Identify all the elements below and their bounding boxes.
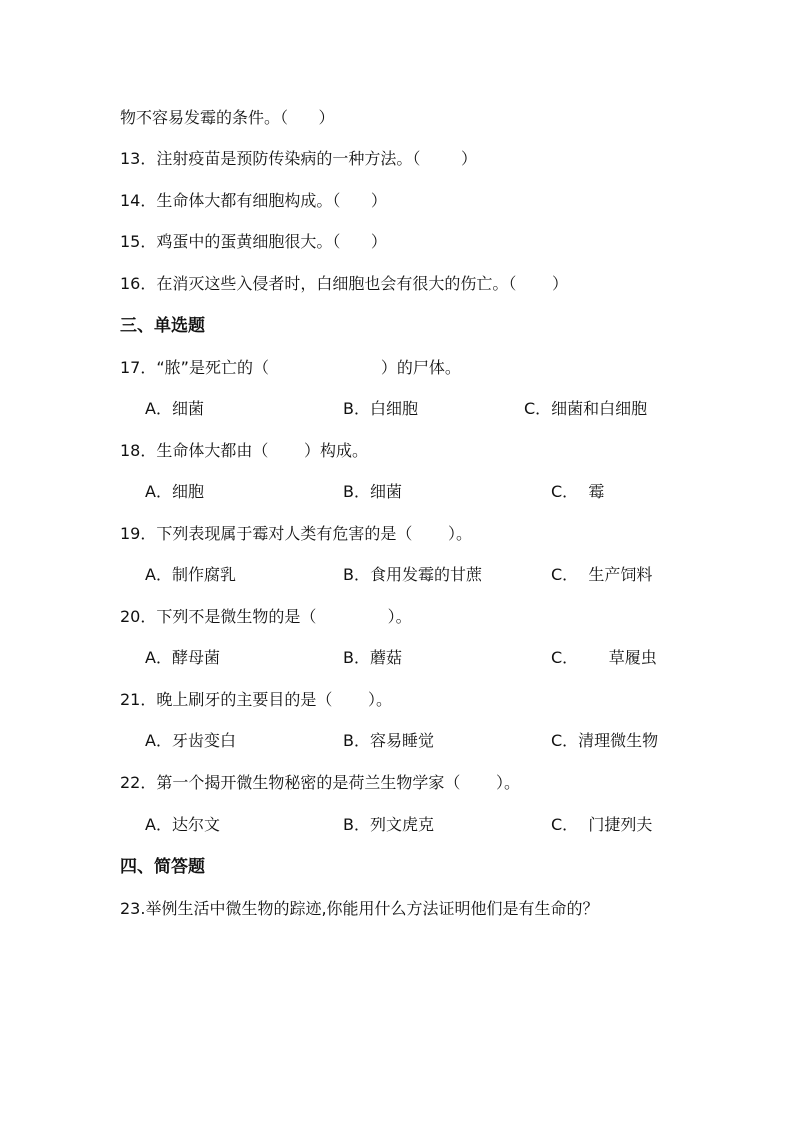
section-heading-short-answer: 四、简答题 — [120, 857, 205, 877]
question-20-options — [0, 647, 794, 669]
question-20: 20．下列不是微生物的是（ ）。 — [120, 607, 412, 626]
option-b: B．容易睡觉 — [343, 731, 434, 750]
question-22: 22．第一个揭开微生物秘密的是荷兰生物学家（ ）。 — [120, 773, 520, 792]
question-18-options — [0, 481, 794, 503]
question-17-options — [0, 398, 794, 420]
option-c: C． 草履虫 — [551, 648, 657, 667]
option-b: B．白细胞 — [343, 399, 418, 418]
option-c: C．细菌和白细胞 — [524, 399, 648, 418]
option-a: A．牙齿变白 — [145, 731, 236, 750]
question-23: 23.举例生活中微生物的踪迹,你能用什么方法证明他们是有生命的？ — [120, 899, 599, 918]
question-17: 17．“脓”是死亡的（ ）的尸体。 — [120, 358, 461, 377]
option-b: B．蘑菇 — [343, 648, 402, 667]
option-a: A．达尔文 — [145, 815, 220, 834]
option-c: C． 生产饲料 — [551, 565, 653, 584]
question-21-options — [0, 730, 794, 752]
option-a: A．细胞 — [145, 482, 204, 501]
option-c: C． 门捷列夫 — [551, 815, 653, 834]
question-12-continuation: 物不容易发霉的条件。（ ） — [120, 108, 335, 127]
option-c: C． 霉 — [551, 482, 605, 501]
option-b: B．细菌 — [343, 482, 402, 501]
question-19-options — [0, 564, 794, 586]
option-a: A．制作腐乳 — [145, 565, 236, 584]
question-21: 21．晚上刷牙的主要目的是（ ）。 — [120, 690, 392, 709]
section-heading-single-choice: 三、单选题 — [120, 316, 205, 336]
option-b: B．列文虎克 — [343, 815, 434, 834]
option-a: A．酵母菌 — [145, 648, 220, 667]
question-18: 18．生命体大都由（ ）构成。 — [120, 441, 368, 460]
question-19: 19．下列表现属于霉对人类有危害的是（ ）。 — [120, 524, 472, 543]
question-22-options — [0, 814, 794, 836]
question-15: 15．鸡蛋中的蛋黄细胞很大。（ ） — [120, 232, 387, 251]
option-c: C．清理微生物 — [551, 731, 659, 750]
question-14: 14．生命体大都有细胞构成。（ ） — [120, 191, 387, 210]
question-16: 16．在消灭这些入侵者时，白细胞也会有很大的伤亡。（ ） — [120, 274, 568, 293]
option-b: B．食用发霉的甘蔗 — [343, 565, 482, 584]
question-13: 13．注射疫苗是预防传染病的一种方法。（ ） — [120, 149, 478, 168]
option-a: A．细菌 — [145, 399, 204, 418]
